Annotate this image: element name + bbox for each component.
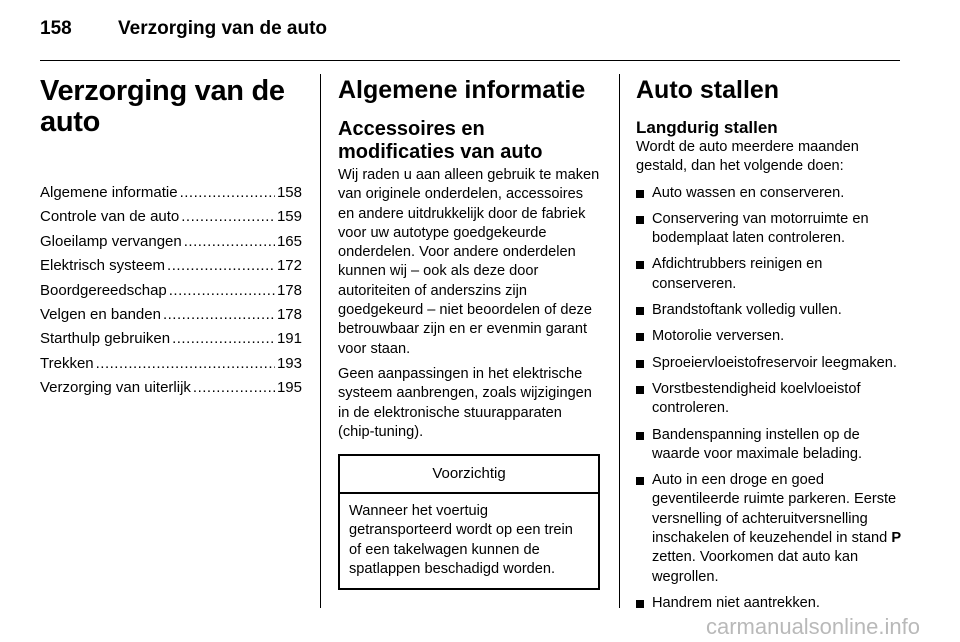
running-title: Verzorging van de auto	[118, 18, 328, 39]
bullet-square-icon	[636, 307, 644, 315]
toc-entry[interactable]	[40, 379, 302, 403]
toc-page: 193	[276, 354, 302, 372]
list-item-text: Motorolie verversen.	[652, 328, 785, 345]
toc-label: Starthulp gebruiken	[40, 330, 171, 348]
toc-page: 165	[276, 232, 302, 250]
storage-column	[636, 66, 902, 613]
bullet-square-icon	[636, 190, 644, 198]
gear-position-p: P	[891, 530, 902, 547]
toc-page: 191	[276, 330, 302, 348]
watermark: carmanualsonline.info	[705, 614, 920, 639]
chapter-title: Verzorging van de auto	[40, 75, 285, 138]
column-divider	[320, 74, 321, 608]
toc-entry[interactable]	[40, 330, 302, 354]
subsection-heading: Langdurig stallen	[636, 118, 778, 137]
subsection-heading: Accessoires en modificaties van auto	[338, 118, 543, 163]
list-item-text: Handrem niet aantrekken.	[652, 594, 820, 611]
list-item	[636, 255, 902, 294]
toc-entry[interactable]	[40, 282, 302, 306]
bullet-square-icon	[636, 333, 644, 341]
list-item-text: Brandstoftank volledig vullen.	[652, 302, 842, 319]
general-info-column	[338, 66, 602, 590]
toc-label: Gloeilamp vervangen	[40, 232, 182, 250]
toc-leader	[172, 330, 275, 347]
toc-entry[interactable]	[40, 208, 302, 232]
toc-leader	[163, 306, 275, 323]
list-item-text: Auto wassen en conserveren.	[652, 184, 845, 201]
toc-entry[interactable]	[40, 355, 302, 379]
toc-page: 158	[276, 184, 302, 201]
toc-label: Verzorging van uiterlijk	[40, 379, 191, 397]
toc-leader	[181, 208, 275, 225]
list-item	[636, 327, 902, 346]
toc-entry[interactable]	[40, 233, 302, 257]
toc-page: 159	[276, 208, 302, 226]
toc-label: Controle van de auto	[40, 208, 180, 226]
list-item-text: Auto in een droge en goed geventileerde ruimte parkeren. Eerste versnelling of achteruitversnelling inschakelen of keuzehendel in stand	[652, 472, 897, 547]
bullet-square-icon	[636, 432, 644, 440]
body-paragraph: Wij raden u aan alleen gebruik te maken van originele onderdelen, accessoires en andere uitdrukkelijk door de fabriek voor uw autotype goedgekeurde onderdelen. Voor andere onderdelen kunnen wij – ook als deze door autoriteiten of anderszins zijn goedgekeurd – niet beoordelen of deze betrouwbaar zijn en er evenmin garant voor staan.	[338, 167, 600, 357]
bullet-square-icon	[636, 360, 644, 368]
toc-entry[interactable]	[40, 257, 302, 281]
toc-label: Elektrisch systeem	[40, 257, 166, 275]
list-item-text: Conservering van motorruimte en bodemplaat laten controleren.	[652, 210, 869, 247]
toc-label: Algemene informatie	[40, 184, 178, 201]
page-number: 158	[40, 18, 72, 39]
list-item	[636, 380, 902, 419]
toc-label: Trekken	[40, 354, 94, 372]
toc-column	[40, 66, 302, 404]
bullet-square-icon	[636, 600, 644, 608]
table-of-contents	[40, 184, 302, 404]
list-item	[636, 471, 902, 587]
list-item	[636, 301, 902, 320]
toc-label: Velgen en banden	[40, 305, 161, 323]
toc-leader	[169, 282, 275, 299]
toc-leader	[180, 184, 275, 201]
caution-text: Wanneer het voertuig getransporteerd wordt op een trein of een takelwagen kunnen de spatlappen beschadigd worden.	[349, 503, 573, 578]
section-heading: Auto stallen	[636, 76, 780, 104]
list-item	[636, 210, 902, 249]
storage-checklist	[636, 184, 902, 614]
toc-entry[interactable]	[40, 306, 302, 330]
body-paragraph: Wordt de auto meerdere maanden gestald, dan het volgende doen:	[636, 139, 859, 175]
bullet-square-icon	[636, 386, 644, 394]
toc-page: 178	[276, 305, 302, 323]
bullet-square-icon	[636, 477, 644, 485]
toc-leader	[96, 355, 275, 372]
list-item	[636, 184, 902, 203]
caution-box	[338, 454, 600, 590]
list-item-text: Vorstbestendigheid koelvloeistof controleren.	[652, 380, 861, 417]
list-item-text: Bandenspanning instellen op de waarde voor maximale belading.	[652, 426, 863, 462]
list-item	[636, 594, 902, 613]
column-divider	[619, 74, 620, 608]
body-paragraph: Geen aanpassingen in het elektrische systeem aanbrengen, zoals wijzigingen in de elektronische stuurapparaten (chip-tuning).	[338, 365, 592, 440]
toc-page: 178	[276, 281, 302, 299]
toc-page: 195	[276, 379, 302, 397]
header-rule	[40, 60, 900, 61]
toc-leader	[167, 257, 275, 274]
list-item	[636, 426, 902, 465]
list-item-text: zetten. Voorkomen dat auto kan wegrollen.	[652, 549, 859, 585]
toc-leader	[184, 233, 275, 250]
list-item	[636, 354, 902, 373]
bullet-square-icon	[636, 216, 644, 224]
toc-page: 172	[276, 257, 302, 275]
caution-heading: Voorzichtig	[340, 456, 598, 494]
list-item-text: Sproeiervloeistofreservoir leegmaken.	[652, 354, 897, 371]
bullet-square-icon	[636, 261, 644, 269]
list-item-text: Afdichtrubbers reinigen en conserveren.	[652, 256, 823, 292]
toc-entry[interactable]	[40, 184, 302, 208]
toc-leader	[193, 379, 275, 396]
toc-label: Boordgereedschap	[40, 281, 167, 299]
section-heading: Algemene informatie	[338, 76, 586, 104]
